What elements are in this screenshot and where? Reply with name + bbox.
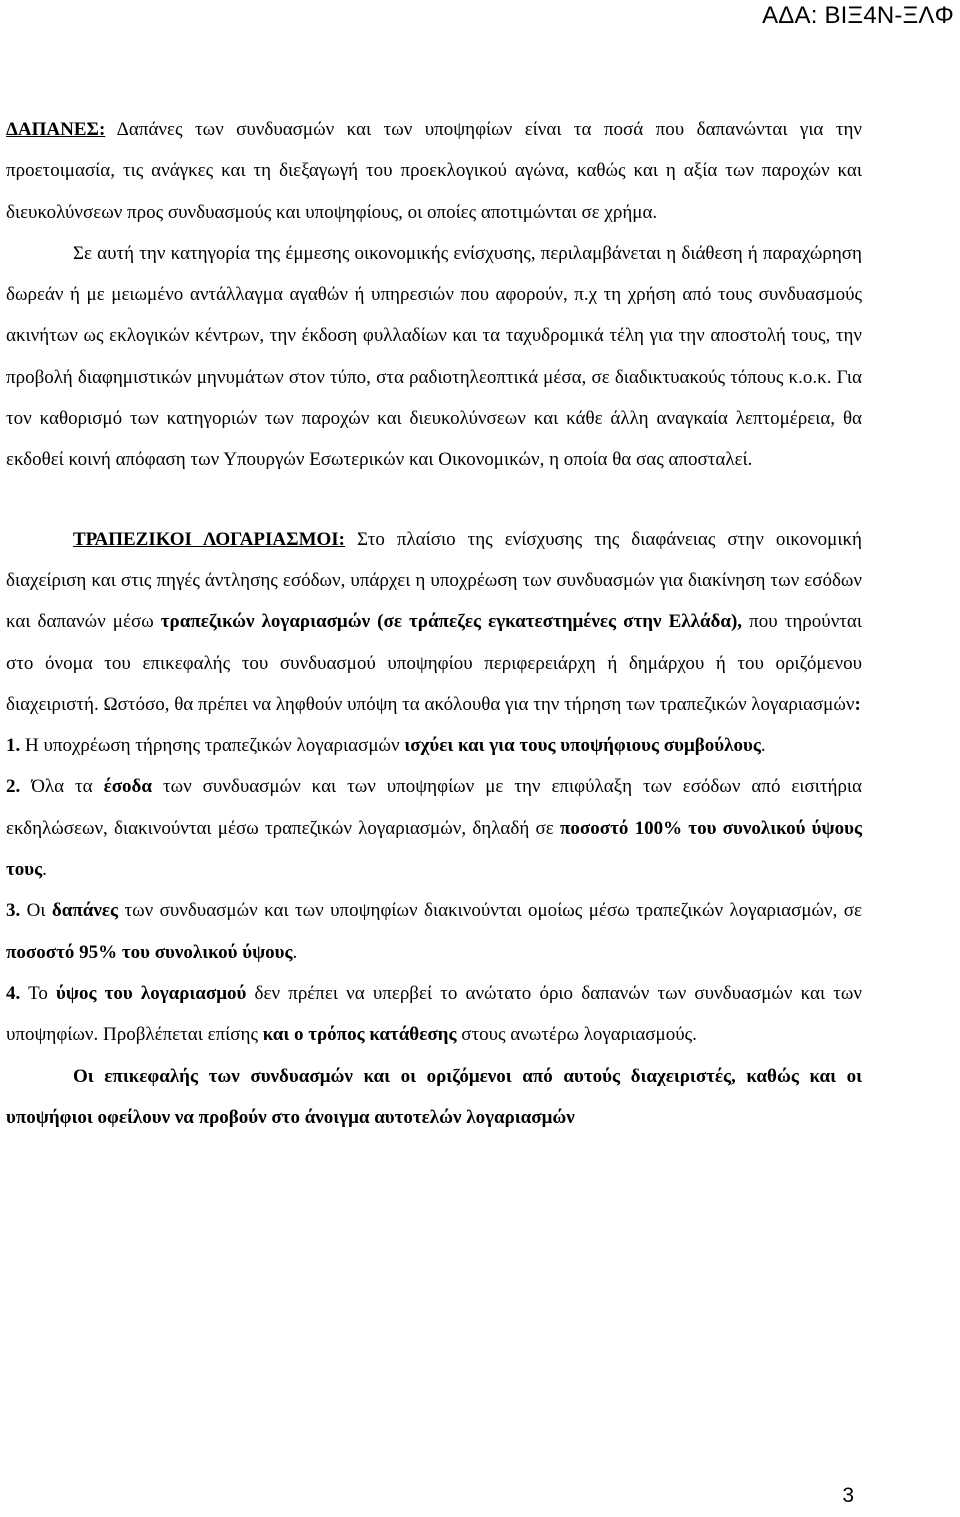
bank-accounts-emphasis: τραπεζικών λογαριασμών (σε τράπεζες εγκατεστημένες στην Ελλάδα), [160, 611, 743, 633]
section-gap [6, 481, 862, 519]
indirect-support-paragraph: Σε αυτή την κατηγορία της έμμεσης οικονομικής ενίσχυσης, περιλαμβάνεται η διάθεση ή παραχώρηση δωρεάν ή με μειωμένο αντάλλαγμα αγαθών ή υπηρεσιών που αφορούν, π.χ τη χρήση από τους συνδυασμούς ακινήτων ως εκλογικών κέντρων, την έκδοση φυλλαδίων και τα ταχυδρομικά τέλη για την αποστολή τους, την προβολή διαφημιστικών μηνυμάτων στον τύπο, στα ραδιοτηλεοπτικά μέσα, σε διαδικτυακούς τόπους κ.ο.κ. Για τον καθορισμό των κατηγοριών των παροχών και διευκολύνσεων και κάθε άλλη αναγκαία λεπτομέρεια, θα εκδοθεί κοινή απόφαση των Υπουργών Εσωτερικών και Οικονομικών, η οποία θα σας αποσταλεί. [6, 242, 862, 471]
bank-accounts-intro: ΤΡΑΠΕΖΙΚΟΙ ΛΟΓΑΡΙΑΣΜΟΙ: Στο πλαίσιο της ενίσχυσης της διαφάνειας στην οικονομική διαχείριση και στις πηγές άντλησης εσόδων, υπάρχει η υποχρέωση των συνδυασμών για διακίνηση των εσόδων και δαπανών μέσω τραπεζικών λογαριασμών (σε τράπεζες εγκατεστημένες στην Ελλάδα), που τηρούνται στο όνομα του επικεφαλής του συνδυασμού υποψηφίου περιφερειάρχη ή δημάρχου ή του οριζόμενου διαχειριστή. Ωστόσο, θα πρέπει να ληφθούν υπόψη τα ακόλουθα για την τήρηση των τραπεζικών λογαριασμών: [6, 528, 862, 715]
closing-paragraph [6, 1056, 862, 1139]
expenses-definition [6, 109, 862, 233]
closing-text: Οι επικεφαλής των συνδυασμών και οι οριζόμενοι από αυτούς διαχειριστές, καθώς και οι υποψήφιοι οφείλουν να προβούν στο άνοιγμα αυτοτελών λογαριασμών [6, 1065, 862, 1128]
list-item: 3. Οι δαπάνες των συνδυασμών και των υποψηφίων διακινούνται ομοίως μέσω τραπεζικών λογαριασμών, σε ποσοστό 95% του συνολικού ύψους. [6, 900, 862, 963]
expenses-definition-text: Δαπάνες των συνδυασμών και των υποψηφίων είναι τα ποσά που δαπανώνται για την προετοιμασία, τις ανάγκες και τη διεξαγωγή του προεκλογικού αγώνα, καθώς και η αξία των παροχών και διευκολύνσεων προς συνδυασμούς και υποψηφίους, οι οποίες αποτιμώνται σε χρήμα. [6, 119, 862, 223]
bank-accounts-heading: ΤΡΑΠΕΖΙΚΟΙ ΛΟΓΑΡΙΑΣΜΟΙ: [73, 528, 345, 550]
item-number: 4. [6, 982, 21, 1004]
expenses-heading: ΔΑΠΑΝΕΣ: [6, 119, 106, 140]
list-item: 1. Η υποχρέωση τήρησης τραπεζικών λογαριασμών ισχύει και για τους υποψήφιους συμβούλους. [6, 735, 766, 757]
list-item: 2. Όλα τα έσοδα των συνδυασμών και των υποψηφίων με την επιφύλαξη των εσόδων από εισιτήρια εκδηλώσεων, διακινούνται μέσω τραπεζικών λογαριασμών, δηλαδή σε ποσοστό 100% του συνολικού ύψους τους. [6, 776, 862, 881]
item-number: 1. [6, 735, 21, 757]
item-number: 3. [6, 900, 21, 922]
document-body [6, 109, 862, 1138]
page-number: 3 [842, 1484, 854, 1507]
list-item: 4. Το ύψος του λογαριασμού δεν πρέπει να υπερβεί το ανώτατο όριο δαπανών των συνδυασμών και των υποψηφίων. Προβλέπεται επίσης και ο τρόπος κατάθεσης στους ανωτέρω λογαριασμούς. [6, 982, 862, 1046]
ada-code: ΑΔΑ: ΒΙΞ4Ν-ΞΛΦ [762, 2, 954, 29]
item-number: 2. [6, 776, 21, 798]
